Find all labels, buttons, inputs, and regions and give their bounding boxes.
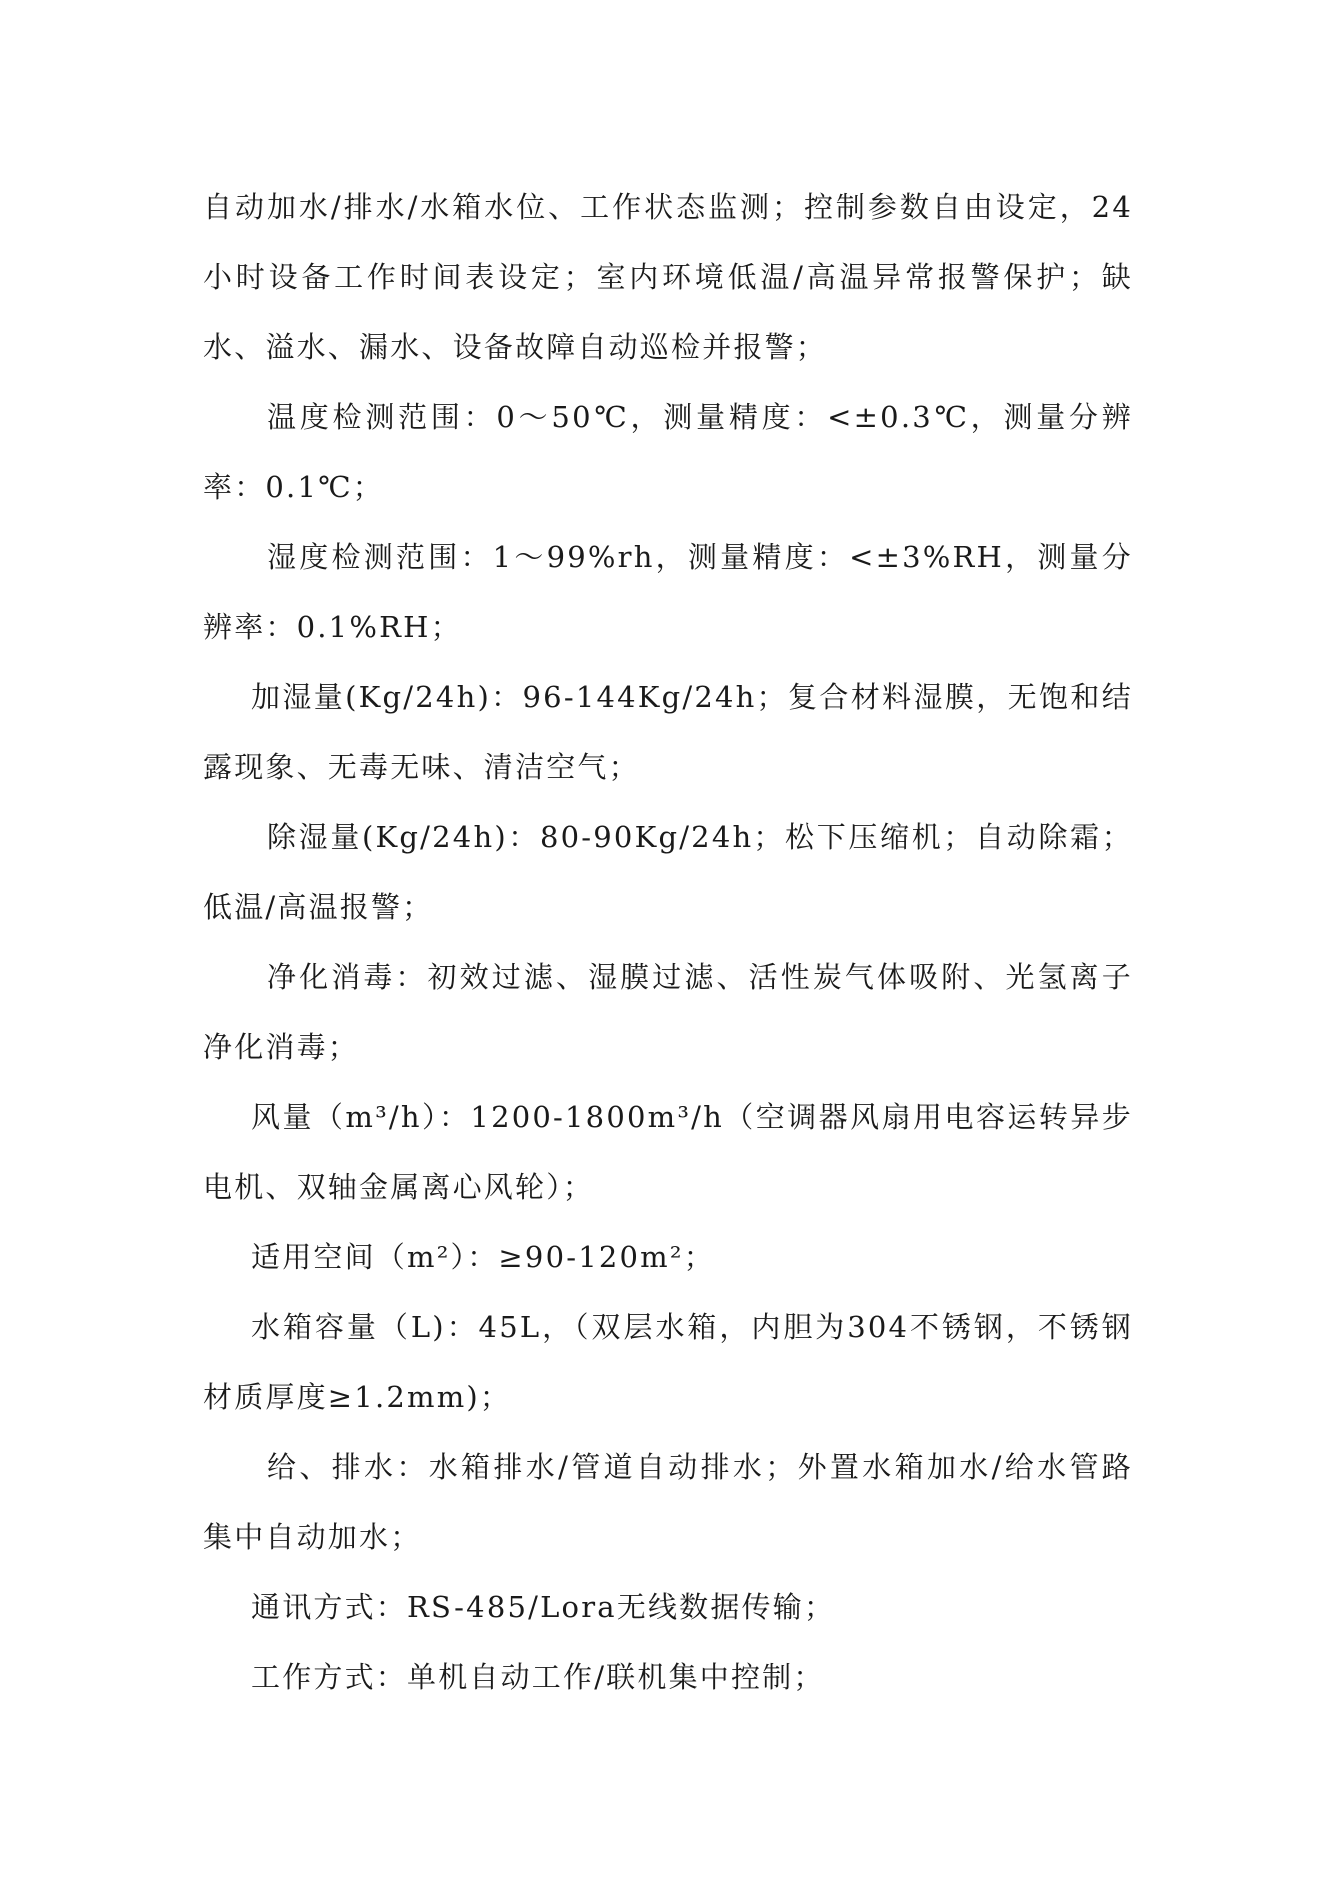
paragraph-water-supply-drainage: 给、排水：水箱排水/管道自动排水；外置水箱加水/给水管路集中自动加水； [203,1450,1133,1554]
paragraph-air-volume: 风量（m³/h）：1200-1800m³/h（空调器风扇用电容运转异步电机、双轴金属离心风轮）； [203,1100,1133,1204]
paragraph-humidification-capacity: 加湿量(Kg/24h)：96-144Kg/24h；复合材料湿膜，无饱和结露现象、无毒无味、清洁空气； [203,680,1133,784]
paragraph-applicable-space: 适用空间（m²）：≥90-120m²； [251,1240,715,1274]
paragraph-humidity-range: 湿度检测范围：1～99%rh，测量精度：<±3%RH，测量分辨率：0.1%RH； [203,540,1133,644]
paragraph-communication-mode: 通讯方式：RS-485/Lora无线数据传输； [251,1590,836,1624]
paragraph-temperature-range: 温度检测范围：0～50℃，测量精度：<±0.3℃，测量分辨率：0.1℃； [203,400,1133,504]
paragraph-dehumidification-capacity: 除湿量(Kg/24h)：80-90Kg/24h；松下压缩机；自动除霜；低温/高温报警； [203,820,1133,924]
paragraph-monitoring-features: 自动加水/排水/水箱水位、工作状态监测；控制参数自由设定，24小时设备工作时间表设定；室内环境低温/高温异常报警保护；缺水、溢水、漏水、设备故障自动巡检并报警； [203,190,1133,364]
paragraph-water-tank-capacity: 水箱容量（L)：45L，（双层水箱，内胆为304不锈钢，不锈钢材质厚度≥1.2mm)； [203,1310,1133,1414]
paragraph-working-mode: 工作方式：单机自动工作/联机集中控制； [251,1660,825,1694]
document-body [203,172,1133,1712]
paragraph-purification: 净化消毒：初效过滤、湿膜过滤、活性炭气体吸附、光氢离子净化消毒； [203,960,1133,1064]
